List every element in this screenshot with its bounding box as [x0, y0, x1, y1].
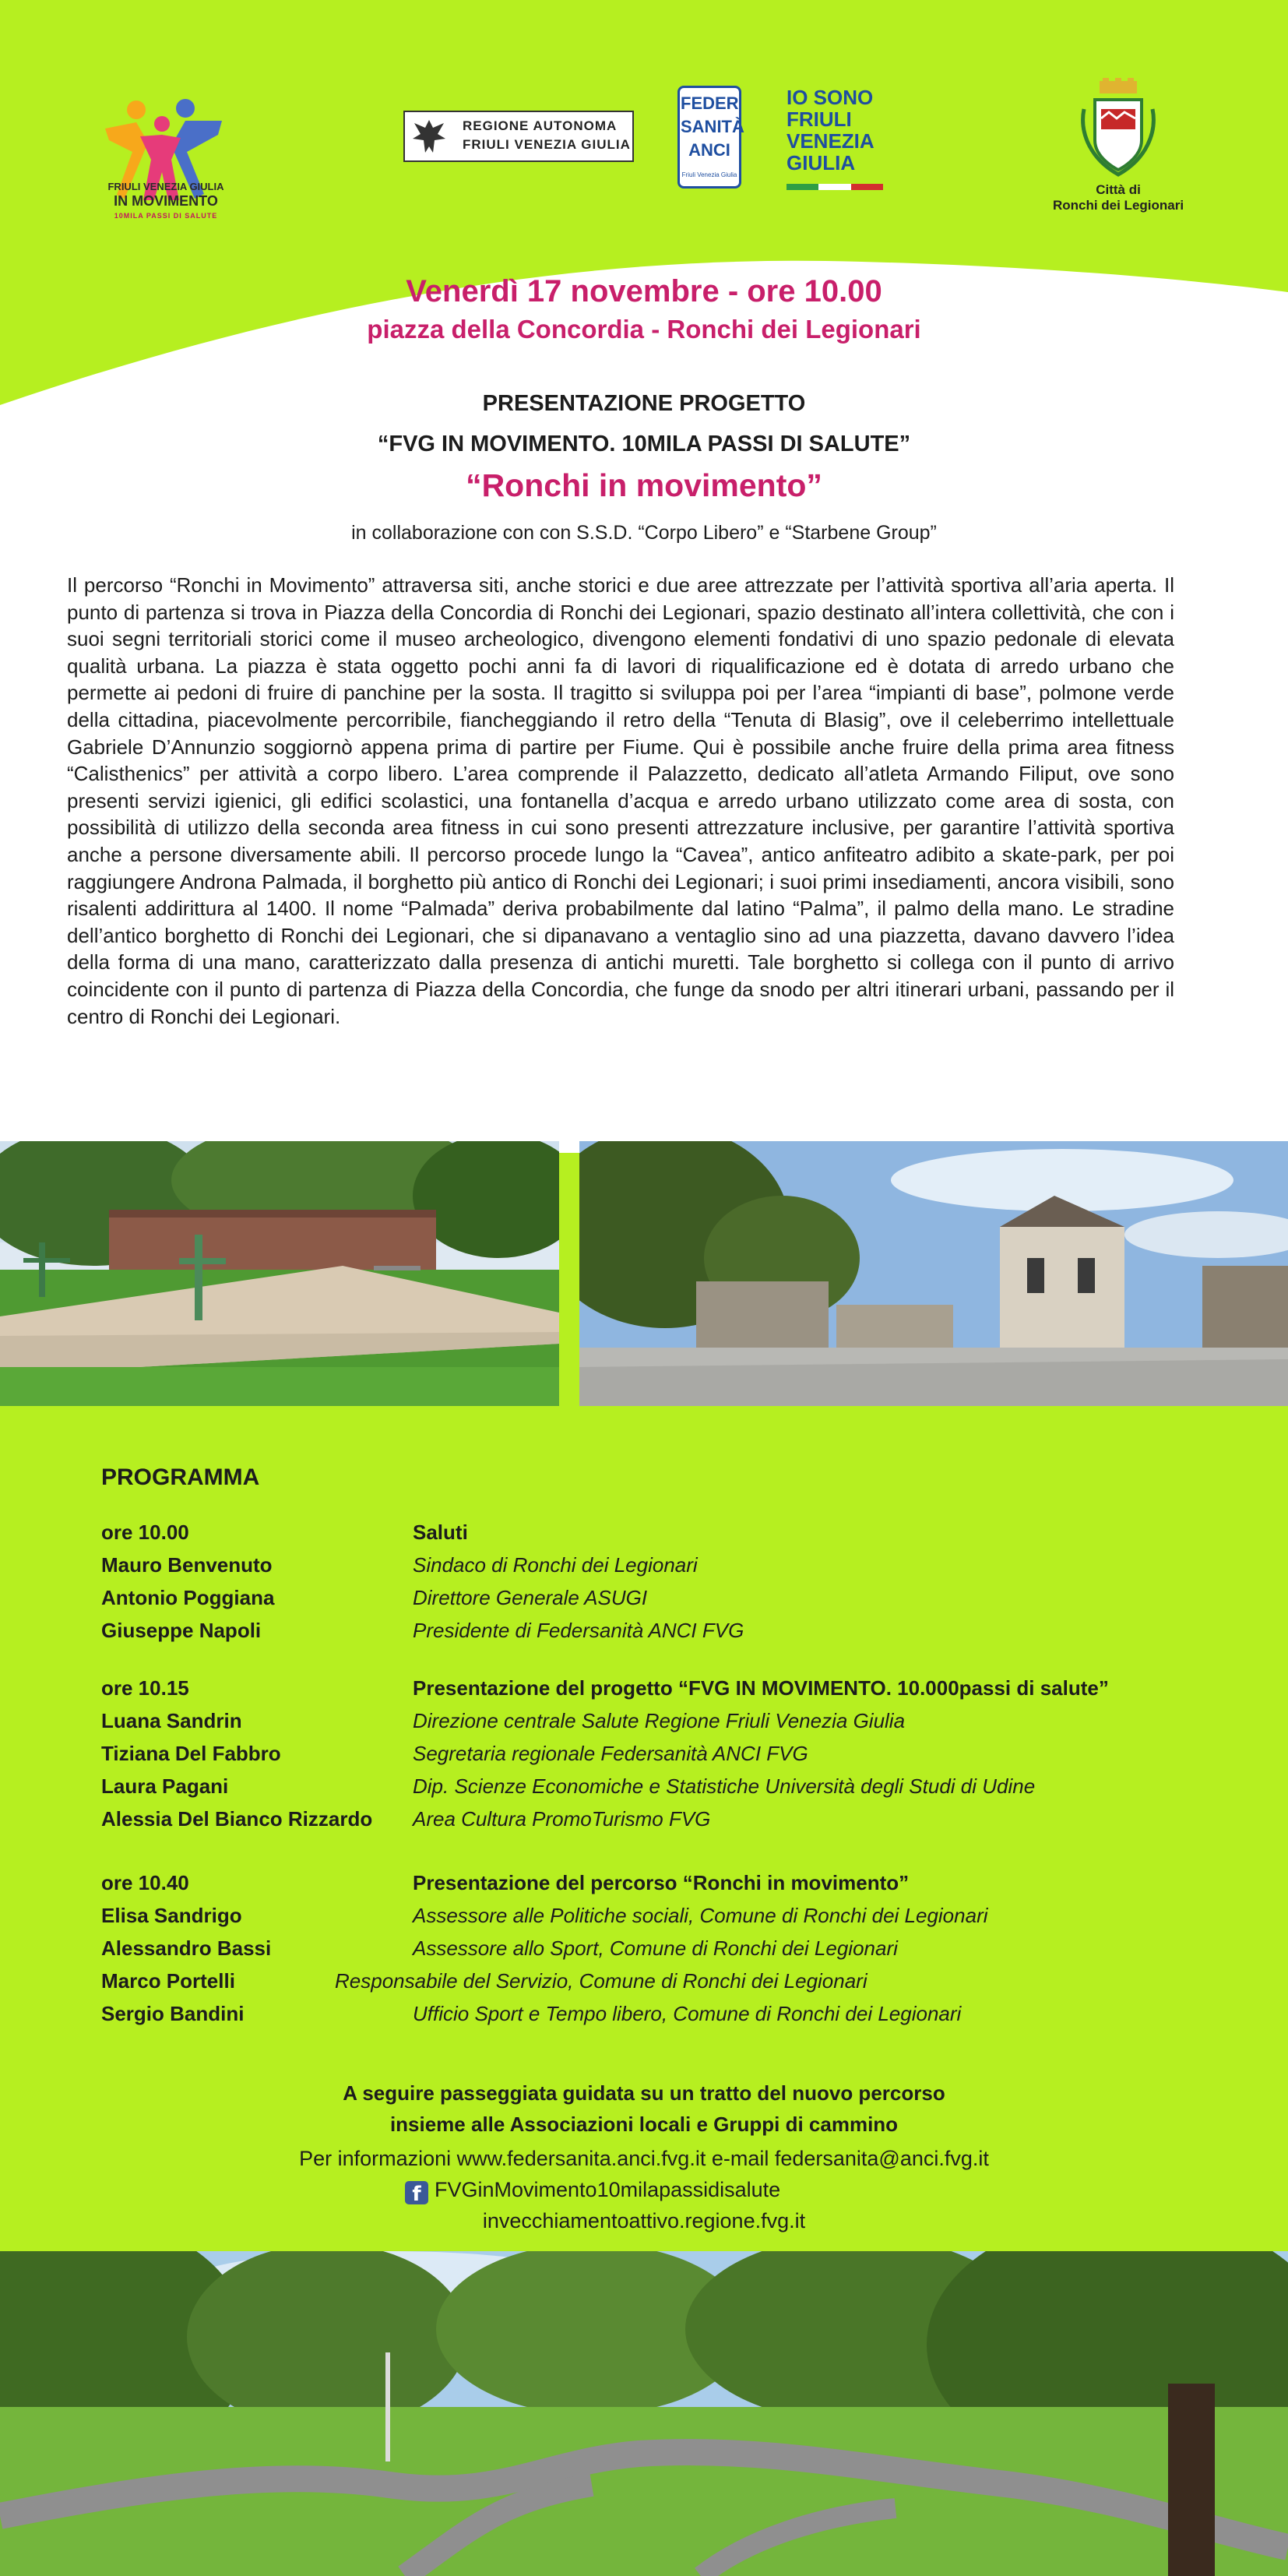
eagle-icon — [410, 115, 449, 157]
speaker-role: Assessore alle Politiche sociali, Comune di Ronchi dei Legionari — [413, 1904, 988, 1927]
program-title: PROGRAMMA — [101, 1464, 260, 1490]
collaboration-note: in collaborazione con con S.S.D. “Corpo Libero” e “Starbene Group” — [351, 522, 937, 544]
federsanita-logo-line1: FEDER — [681, 93, 739, 113]
androna-palmada-photo — [579, 1141, 1288, 1406]
federsanita-logo-line4: Friuli Venezia Giulia — [681, 171, 737, 178]
speaker-name: Tiziana Del Fabbro — [101, 1742, 281, 1765]
speaker-name: Antonio Poggiana — [101, 1586, 275, 1609]
speaker-name: Laura Pagani — [101, 1774, 229, 1798]
regione-logo-line2: FRIULI VENEZIA GIULIA — [463, 137, 631, 152]
speaker-role: Dip. Scienze Economiche e Statistiche Università degli Studi di Udine — [413, 1774, 1036, 1798]
fvg-logo-line1: FRIULI VENEZIA GIULIA — [107, 181, 224, 192]
route-description: Il percorso “Ronchi in Movimento” attraversa siti, anche storici e due aree attrezzate per l’attività sportiva all’aria aperta. Il punto di partenza si trova in Piazza della Concordia di Ronchi dei Legionari, spazio destinato all’intera collettività, che con i suoi segni territoriali storici come il museo archeologico, divengono elementi fondativi di uno spazio pedonale di elevata qualità urbana. La piazza è stata oggetto pochi anni fa di lavori di riqualificazione ed è dotata di arredo urbano che permette ai pedoni di fruire di panchine per la sosta. Il tragitto si sviluppa poi per l’area “impianti di base”, polmone verde della cittadina, piacevolmente percorribile, fiancheggiando il retro della “Tenuta di Blasig”, ove il celeberrimo intellettuale Gabriele D’Annunzio soggiornò appena prima di partire per Fiume. Qui è possibile anche fruire della prima area fitness “Calisthenics” per attività a corpo libero. L’area comprende il Palazzetto, dedicato all’atleta Armando Filiput, ove sono presenti servizi igienici, gli edifici scolastici, una fontanella d’acqua e arredo urbano utilizzato come area di sosta, con possibilità di utilizzo della seconda area fitness in cui sono presenti attrezzature inclusive, per garantire l’attività sportiva anche a persone diversamente abili. Il percorso procede lungo la “Cavea”, antico anfiteatro adibito a skate-park, per poi raggiungere Androna Palmada, il borghetto più antico di Ronchi dei Legionari; i suoi primi insediamenti, ancora visibili, sono risalenti addirittura al 1400. Il nome “Palmada” deriva probabilmente dal latino “Palma”, il palmo della mano. Le stradine dell’antico borghetto di Ronchi dei Legionari, che si dipanavano a ventaglio sino ad una piazzetta, davano davvero l’idea della forma di una mano, caratterizzato dalla presenza di antichi muretti. Tale borghetto si collega con il punto di arrivo coincidente con il punto di partenza di Piazza della Concordia, che funge da snodo per altri itinerari urbani, passando per il centro di Ronchi dei Legionari. — [67, 573, 1174, 1028]
speaker-name: Luana Sandrin — [101, 1709, 242, 1732]
speaker-role: Presidente di Federsanità ANCI FVG — [413, 1619, 744, 1642]
project-name: “Ronchi in movimento” — [466, 467, 822, 503]
citta-logo-line2: Ronchi dei Legionari — [1052, 198, 1184, 213]
contact-info[interactable]: Per informazioni www.federsanita.anci.fvg.it e-mail federsanita@anci.fvg.it — [299, 2147, 989, 2170]
federsanita-logo-line3: ANCI — [688, 140, 730, 160]
program-time: ore 10.00 — [101, 1521, 189, 1544]
program-time: ore 10.15 — [101, 1676, 189, 1700]
facebook-icon[interactable]: f — [405, 2181, 428, 2204]
fitness-area-photo — [0, 1141, 559, 1406]
park-path-photo — [0, 2251, 1288, 2576]
program-heading: Presentazione del percorso “Ronchi in movimento” — [413, 1871, 910, 1894]
federsanita-logo-line2: SANITÀ — [681, 117, 744, 136]
speaker-role: Assessore allo Sport, Comune di Ronchi dei Legionari — [413, 1936, 898, 1960]
speaker-name: Sergio Bandini — [101, 2002, 245, 2025]
speaker-role: Area Cultura PromoTurismo FVG — [413, 1807, 711, 1831]
speaker-name: Giuseppe Napoli — [101, 1619, 262, 1642]
fvg-logo-line3: 10MILA PASSI DI SALUTE — [114, 212, 218, 220]
guided-walk-line1: A seguire passeggiata guidata su un tratto del nuovo percorso — [343, 2081, 945, 2105]
iosono-logo-line1: IO SONO — [787, 86, 874, 109]
regione-logo-line1: REGIONE AUTONOMA — [463, 118, 618, 133]
speaker-name: Marco Portelli — [101, 1969, 235, 1993]
speaker-role: Direzione centrale Salute Regione Friuli Venezia Giulia — [413, 1709, 906, 1732]
event-date-time: Venerdì 17 novembre - ore 10.00 — [406, 274, 882, 308]
iosono-logo-line4: GIULIA — [787, 151, 856, 174]
presentation-title: PRESENTAZIONE PROGETTO — [482, 391, 806, 416]
speaker-name: Elisa Sandrigo — [101, 1904, 242, 1927]
italian-flag-stripe — [787, 184, 883, 190]
speaker-role: Sindaco di Ronchi dei Legionari — [413, 1553, 698, 1577]
program-heading: Presentazione del progetto “FVG IN MOVIMENTO. 10.000passi di salute” — [413, 1676, 1109, 1700]
speaker-name: Mauro Benvenuto — [101, 1553, 273, 1577]
program-heading: Saluti — [413, 1521, 468, 1544]
citta-logo-line1: Città di — [1096, 182, 1141, 197]
guided-walk-line2: insieme alle Associazioni locali e Gruppi di cammino — [389, 2113, 899, 2136]
presentation-subtitle: “FVG IN MOVIMENTO. 10MILA PASSI DI SALUTE” — [377, 432, 911, 456]
speaker-role: Direttore Generale ASUGI — [413, 1586, 648, 1609]
speaker-name: Alessandro Bassi — [101, 1936, 272, 1960]
facebook-page[interactable]: FVGinMovimento10milapassidisalute — [435, 2178, 781, 2201]
iosono-logo-line2: FRIULI — [787, 107, 852, 131]
program-time: ore 10.40 — [101, 1871, 189, 1894]
event-place: piazza della Concordia - Ronchi dei Legionari — [367, 315, 921, 344]
speaker-role: Ufficio Sport e Tempo libero, Comune di Ronchi dei Legionari — [413, 2002, 962, 2025]
speaker-role: Segretaria regionale Federsanità ANCI FVG — [413, 1742, 808, 1765]
speaker-name: Alessia Del Bianco Rizzardo — [101, 1807, 373, 1831]
speaker-role: Responsabile del Servizio, Comune di Ronchi dei Legionari — [335, 1969, 867, 1993]
iosono-logo-line3: VENEZIA — [787, 129, 875, 153]
ronchi-crest-icon — [1078, 78, 1159, 179]
fvg-logo-line2: IN MOVIMENTO — [114, 193, 218, 209]
website-link[interactable]: invecchiamentoattivo.regione.fvg.it — [482, 2209, 806, 2232]
